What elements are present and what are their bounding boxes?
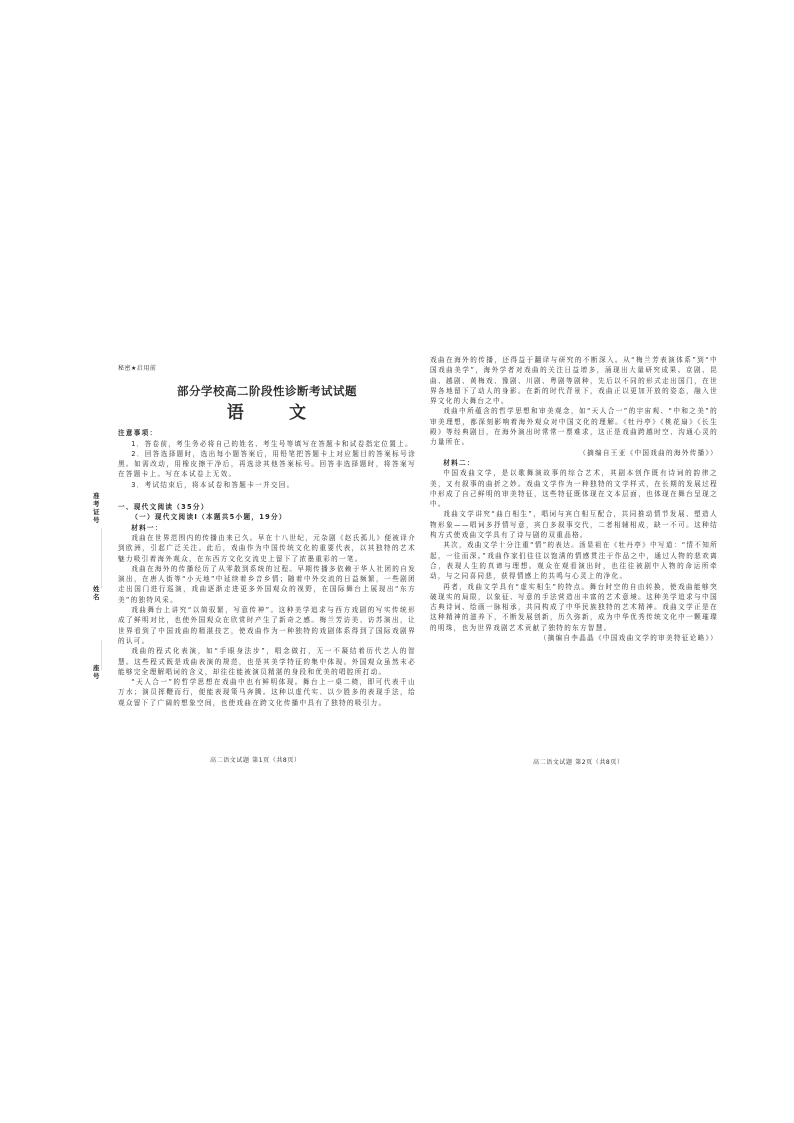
section-heading: 一、现代文阅读（35分） bbox=[118, 503, 209, 512]
left-page-footer: 高二语文试题 第1页（共8页） bbox=[210, 757, 301, 764]
binding-line bbox=[101, 528, 102, 588]
paragraph: 戏曲舞台上讲究“以简驭繁，写意传神”。这种美学追求与西方戏剧的写实传统形成了鲜明对比，也使外国观众在欣赏时产生了新奇之感。梅兰芳访美、访苏演出，让世界看到了中国戏曲的精湛技艺，使戏曲作为一种独特的戏剧体系得到了国际戏剧界的认可。 bbox=[118, 606, 416, 645]
paragraph: 戏曲的程式化表演，如“手眼身法步”，唱念做打，无一不凝结着历代艺人的智慧。这些程式既是戏曲表演的规范，也是其美学特征的集中体现。外国观众虽然未必能够完全理解唱词的含义，却往往能被演员精湛的身段和优美的唱腔所打动。 bbox=[118, 647, 416, 676]
notice-item: 2．回答选择题时，选出每小题答案后，用铅笔把答题卡上对应题目的答案标号涂黑。如需改动，用橡皮擦干净后，再选涂其他答案标号。回答非选择题时，将答案写在答题卡上。写在本试卷上无效。 bbox=[118, 449, 416, 479]
paragraph: 戏曲在海外的传播，还得益于翻译与研究的不断深入。从“梅兰芳表演体系”到“中国戏曲美学”，海外学者对戏曲的关注日益增多，涌现出大量研究成果。京剧、昆曲、越剧、黄梅戏、豫剧、川剧、粤剧等剧种，先后以不同的形式走出国门，在世界各地留下了动人的身影。在新的时代背景下，戏曲正以更加开放的姿态，融入世界文化的大舞台之中。 bbox=[430, 356, 718, 406]
subsection-heading: （一）现代文阅读Ⅰ（本题共5小题，19分） bbox=[131, 513, 287, 522]
source-citation: （摘编自李晶晶《中国戏曲文学的审美特征论略》） bbox=[539, 634, 718, 643]
left-page bbox=[118, 364, 416, 708]
paragraph: 戏曲文学讲究“曲白相生”，唱词与宾白相互配合，共同推动情节发展、塑造人物形象——唱词多抒情写意，宾白多叙事交代，二者相辅相成，缺一不可。这种结构方式使戏曲文学具有了诗与剧的双重品格。 bbox=[430, 510, 718, 540]
exam-title: 部分学校高二阶段性诊断考试试题 bbox=[177, 384, 357, 399]
notice-item: 1．答卷前，考生务必将自己的姓名、考生号等填写在答题卡和试卷指定位置上。 bbox=[131, 439, 413, 448]
right-page bbox=[430, 355, 718, 643]
subject-char: 文 bbox=[289, 403, 308, 424]
subject-title bbox=[118, 403, 416, 423]
paragraph: 戏曲在世界范围内的传播由来已久。早在十八世纪，元杂剧《赵氏孤儿》便被译介到欧洲，引起广泛关注。此后，戏曲作为中国传统文化的重要代表，以其独特的艺术魅力吸引着海外观众，在东西方文化交流史上留下了浓墨重彩的一笔。 bbox=[118, 533, 416, 563]
right-page-footer: 高二语文试题 第2页（共8页） bbox=[533, 759, 624, 766]
paragraph: 戏曲中所蕴含的哲学思想和审美观念，如“天人合一”的宇宙观、“中和之美”的审美理想，都深刻影响着海外观众对中国文化的理解。《牡丹亭》《桃花扇》《长生殿》等经典剧目，在海外演出时常常一票难求，这正是戏曲跨越时空、沟通心灵的力量所在。 bbox=[430, 407, 718, 447]
paragraph: 其次，戏曲文学十分注重“情”的表达。汤显祖在《牡丹亭》中写道：“情不知所起，一往而深。”戏曲作家们往往以饱满的情感贯注于作品之中，通过人物的悲欢离合，表现人生的真谛与理想。观众在观看演出时，也往往被剧中人物的命运所牵动，与之同喜同悲，获得情感上的共鸣与心灵上的净化。 bbox=[430, 541, 718, 581]
source-citation: （摘编自王亚《中国戏曲的海外传播》） bbox=[579, 448, 718, 457]
material-label: 材料一： bbox=[131, 523, 163, 532]
paragraph: 戏曲在海外的传播经历了从零散到系统的过程。早期传播多依赖于华人社团的自发演出，在唐人街等“小天地”中延续着乡音乡情；随着中外交流的日益频繁，一些剧团走出国门进行巡演，戏曲逐渐走进更多外国观众的视野，在国际舞台上展现出“东方美”的独特风采。 bbox=[118, 564, 416, 604]
binding-seat-label: 座号 bbox=[93, 664, 100, 680]
notice-item: 3．考试结束后，将本试卷和答题卡一并交回。 bbox=[131, 480, 295, 489]
binding-name-label: 姓名 bbox=[93, 585, 100, 601]
paragraph: 中国戏曲文学，是以歌舞演故事的综合艺术，其剧本创作既有诗词的韵律之美，又有叙事的曲折之妙。戏曲文学作为一种独特的文学样式，在长期的发展过程中形成了自己鲜明的审美特征，这些特征既体现在文本层面，也体现在舞台呈现之中。 bbox=[430, 469, 718, 509]
binding-exam-number-label: 准考证号 bbox=[93, 492, 100, 524]
binding-line bbox=[101, 640, 102, 670]
subject-char: 语 bbox=[226, 403, 245, 424]
material-label: 材料二： bbox=[443, 458, 475, 467]
paragraph: “天人合一”的哲学思想在戏曲中也有鲜明体现。舞台上一桌二椅，即可代表千山万水；演员挥鞭而行，便能表现策马奔腾。这种以虚代实、以少胜多的表现手法，给观众留下了广阔的想象空间，也使戏曲在跨文化传播中具有了独特的吸引力。 bbox=[118, 678, 416, 707]
secret-mark: 秘密★启用前 bbox=[118, 365, 157, 372]
paragraph: 再者，戏曲文学具有“虚实相生”的特点。舞台时空的自由转换，使戏曲能够突破现实的局限，以象征、写意的手法营造出丰富的艺术意境。这种美学追求与中国古典诗词、绘画一脉相承，共同构成了中华民族独特的艺术精神。戏曲文学正是在这种精神的滋养下，不断发展创新，历久弥新，成为中华优秀传统文化中一颗璀璨的明珠，也为世界戏剧艺术贡献了独特的东方智慧。 bbox=[430, 582, 718, 632]
notice-heading: 注意事项： bbox=[118, 429, 158, 438]
